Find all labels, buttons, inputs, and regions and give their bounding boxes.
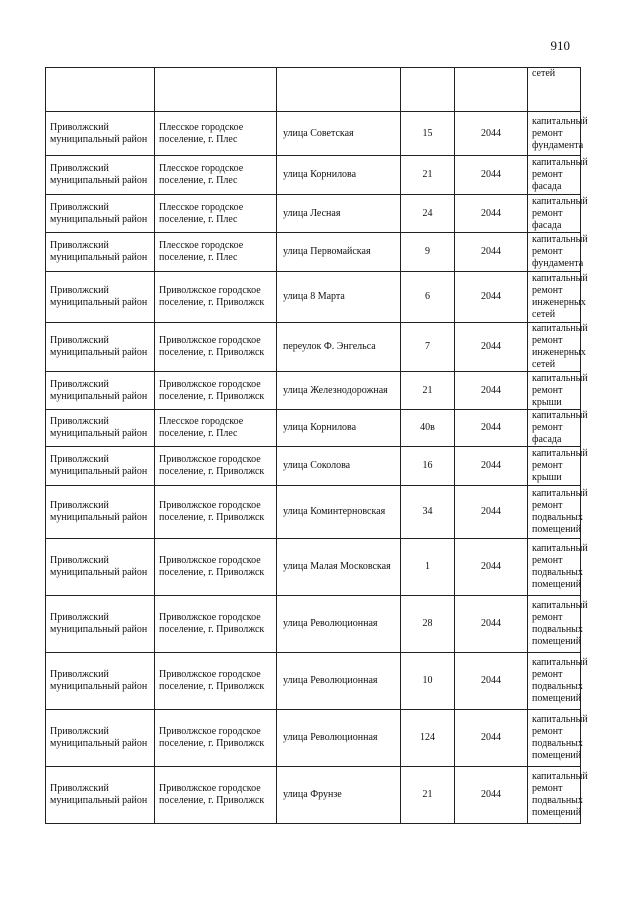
table-row-continued	[46, 68, 581, 112]
page-number: 910	[550, 38, 570, 53]
table-row	[46, 323, 581, 372]
cell-district-text: Приволжский муниципальный район	[50, 612, 148, 635]
table-row	[46, 447, 581, 486]
cell-year	[455, 272, 528, 323]
cell-house-text: 1	[425, 561, 430, 572]
cell-district	[46, 486, 155, 539]
cell-year	[455, 195, 528, 233]
table-row	[46, 410, 581, 447]
cell-settlement	[155, 195, 277, 233]
cell-street-text: улица Советская	[283, 127, 354, 139]
cell-work-text: капитальный ремонт фундамента	[532, 234, 588, 269]
cell-district	[46, 447, 155, 486]
cell-settlement-text: Плесское городское поселение, г. Плес	[159, 240, 244, 263]
cell-work	[528, 539, 588, 596]
cell-house-text: 15	[422, 127, 433, 139]
cell-year	[455, 596, 528, 653]
cell-house	[401, 195, 455, 233]
cell-settlement	[155, 68, 277, 112]
cell-street	[277, 233, 401, 272]
cell-work-text: капитальный ремонт подвальных помещений	[532, 771, 588, 818]
cell-street	[277, 272, 401, 323]
cell-year-text: 2044	[481, 207, 501, 219]
cell-work	[528, 156, 588, 195]
cell-district-text: Приволжский муниципальный район	[50, 555, 148, 578]
cell-work	[528, 233, 588, 272]
cell-year-text: 2044	[481, 789, 501, 800]
cell-work	[528, 767, 588, 824]
table-row	[46, 539, 581, 596]
cell-district	[46, 653, 155, 710]
cell-work-text: капитальный ремонт инженерных сетей	[532, 323, 588, 370]
cell-house-text: 124	[420, 732, 435, 743]
cell-district	[46, 272, 155, 323]
cell-settlement-text: Приволжское городское поселение, г. Приволжск	[159, 555, 265, 578]
table-body	[46, 68, 588, 824]
cell-district	[46, 767, 155, 824]
cell-street-text: улица Первомайская	[283, 246, 371, 257]
cell-district	[46, 156, 155, 195]
cell-settlement	[155, 233, 277, 272]
cell-settlement-text: Приволжское городское поселение, г. Приволжск	[159, 335, 265, 358]
cell-year-text: 2044	[481, 384, 501, 396]
cell-house-text: 9	[425, 246, 430, 257]
cell-year-text: 2044	[481, 732, 501, 743]
cell-district	[46, 710, 155, 767]
cell-district-text: Приволжский муниципальный район	[50, 240, 148, 263]
cell-house	[401, 156, 455, 195]
cell-settlement	[155, 596, 277, 653]
cell-district	[46, 195, 155, 233]
cell-street	[277, 372, 401, 410]
cell-work-text: капитальный ремонт подвальных помещений	[532, 488, 588, 535]
cell-house-text: 34	[422, 506, 433, 517]
cell-house-text: 7	[425, 341, 430, 352]
cell-street-text: улица Революционная	[283, 675, 378, 686]
cell-district-text: Приволжский муниципальный район	[50, 416, 148, 439]
table-row	[46, 596, 581, 653]
cell-house-text: 21	[422, 789, 433, 800]
repair-schedule-table	[45, 67, 588, 824]
table-row	[46, 372, 581, 410]
cell-street	[277, 410, 401, 447]
cell-settlement-text: Приволжское городское поселение, г. Приволжск	[159, 454, 265, 477]
cell-year-text: 2044	[481, 246, 501, 257]
cell-work	[528, 372, 588, 410]
cell-street-text: улица Корнилова	[283, 169, 357, 180]
cell-work	[528, 486, 588, 539]
cell-year-text: 2044	[481, 291, 501, 302]
cell-year	[455, 372, 528, 410]
cell-work-text: сетей	[532, 68, 556, 79]
cell-year-text: 2044	[481, 561, 501, 572]
cell-year-text: 2044	[481, 675, 501, 686]
cell-work-text: капитальный ремонт фасада	[532, 157, 588, 192]
cell-work-text: капитальный ремонт подвальных помещений	[532, 543, 588, 590]
cell-settlement-text: Приволжское городское поселение, г. Приволжск	[159, 783, 265, 806]
cell-year	[455, 68, 528, 112]
table-row	[46, 486, 581, 539]
cell-street	[277, 710, 401, 767]
cell-house	[401, 323, 455, 372]
cell-house-text: 28	[422, 618, 433, 629]
cell-work-text: капитальный ремонт подвальных помещений	[532, 657, 588, 704]
table-row	[46, 653, 581, 710]
cell-house-text: 6	[425, 291, 430, 302]
cell-street-text: улица Корнилова	[283, 422, 357, 433]
cell-year-text: 2044	[481, 422, 501, 433]
cell-year	[455, 447, 528, 486]
cell-house-text: 21	[422, 169, 433, 180]
cell-year	[455, 539, 528, 596]
cell-year	[455, 410, 528, 447]
cell-settlement	[155, 372, 277, 410]
cell-settlement	[155, 447, 277, 486]
cell-year-text: 2044	[481, 618, 501, 629]
cell-year	[455, 710, 528, 767]
table-row	[46, 195, 581, 233]
cell-work	[528, 195, 588, 233]
cell-street	[277, 112, 401, 156]
cell-house	[401, 410, 455, 447]
cell-house	[401, 112, 455, 156]
cell-street-text: улица Фрунзе	[283, 789, 342, 800]
cell-settlement	[155, 323, 277, 372]
table-row	[46, 156, 581, 195]
cell-street	[277, 447, 401, 486]
cell-street-text: улица Революционная	[283, 618, 378, 629]
cell-street	[277, 156, 401, 195]
cell-district	[46, 323, 155, 372]
table-row	[46, 710, 581, 767]
cell-year	[455, 233, 528, 272]
cell-house	[401, 272, 455, 323]
cell-settlement	[155, 112, 277, 156]
cell-district	[46, 596, 155, 653]
table-row	[46, 767, 581, 824]
cell-year-text: 2044	[481, 127, 501, 139]
cell-settlement-text: Приволжское городское поселение, г. Приволжск	[159, 500, 265, 523]
cell-district-text: Приволжский муниципальный район	[50, 121, 148, 145]
cell-work-text: капитальный ремонт крыши	[532, 448, 588, 483]
cell-year	[455, 486, 528, 539]
cell-street	[277, 323, 401, 372]
cell-street-text: переулок Ф. Энгельса	[283, 341, 376, 352]
cell-year-text: 2044	[481, 506, 501, 517]
cell-work-text: капитальный ремонт подвальных помещений	[532, 600, 588, 647]
cell-settlement-text: Плесское городское поселение, г. Плес	[159, 121, 244, 145]
cell-district	[46, 410, 155, 447]
cell-district-text: Приволжский муниципальный район	[50, 454, 148, 477]
cell-street-text: улица Малая Московская	[283, 561, 391, 572]
cell-district-text: Приволжский муниципальный район	[50, 285, 148, 308]
cell-house	[401, 653, 455, 710]
cell-street-text: улица Железнодорожная	[283, 384, 388, 396]
cell-house	[401, 710, 455, 767]
cell-street	[277, 539, 401, 596]
cell-street-text: улица Коминтерновская	[283, 506, 386, 517]
cell-work	[528, 596, 588, 653]
cell-house	[401, 767, 455, 824]
cell-district-text: Приволжский муниципальный район	[50, 726, 148, 749]
cell-settlement-text: Приволжское городское поселение, г. Приволжск	[159, 669, 265, 692]
cell-house	[401, 68, 455, 112]
cell-street	[277, 596, 401, 653]
cell-work	[528, 68, 581, 112]
cell-settlement	[155, 486, 277, 539]
table-row	[46, 112, 581, 156]
cell-house-text: 16	[422, 460, 433, 471]
cell-settlement	[155, 156, 277, 195]
cell-year-text: 2044	[481, 169, 501, 180]
cell-settlement	[155, 710, 277, 767]
cell-work-text: капитальный ремонт инженерных сетей	[532, 273, 588, 320]
cell-year	[455, 323, 528, 372]
cell-district-text: Приволжский муниципальный район	[50, 163, 148, 186]
cell-work	[528, 710, 588, 767]
cell-settlement-text: Плесское городское поселение, г. Плес	[159, 163, 244, 186]
cell-street-text: улица 8 Марта	[283, 291, 345, 302]
cell-district	[46, 68, 155, 112]
cell-work	[528, 410, 588, 447]
cell-street-text: улица Революционная	[283, 732, 378, 743]
cell-year	[455, 767, 528, 824]
cell-settlement	[155, 539, 277, 596]
cell-settlement-text: Плесское городское поселение, г. Плес	[159, 416, 244, 439]
cell-settlement-text: Приволжское городское поселение, г. Приволжск	[159, 285, 265, 308]
cell-settlement-text: Плесское городское поселение, г. Плес	[159, 201, 244, 225]
cell-house-text: 21	[422, 384, 433, 396]
cell-settlement	[155, 410, 277, 447]
cell-street	[277, 68, 401, 112]
cell-year	[455, 653, 528, 710]
cell-street	[277, 767, 401, 824]
cell-settlement-text: Приволжское городское поселение, г. Приволжск	[159, 378, 265, 402]
cell-work	[528, 112, 588, 156]
cell-district-text: Приволжский муниципальный район	[50, 500, 148, 523]
table-row	[46, 233, 581, 272]
table-row	[46, 272, 581, 323]
cell-house-text: 40в	[420, 422, 435, 433]
cell-district-text: Приволжский муниципальный район	[50, 201, 148, 225]
cell-district	[46, 233, 155, 272]
cell-district-text: Приволжский муниципальный район	[50, 378, 148, 402]
cell-district-text: Приволжский муниципальный район	[50, 783, 148, 806]
cell-district-text: Приволжский муниципальный район	[50, 669, 148, 692]
cell-settlement	[155, 653, 277, 710]
cell-street	[277, 195, 401, 233]
cell-work-text: капитальный ремонт крыши	[532, 372, 588, 408]
cell-street-text: улица Соколова	[283, 460, 351, 471]
cell-settlement	[155, 767, 277, 824]
cell-work	[528, 323, 588, 372]
cell-house	[401, 539, 455, 596]
cell-year	[455, 112, 528, 156]
cell-district	[46, 372, 155, 410]
cell-street	[277, 653, 401, 710]
cell-district-text: Приволжский муниципальный район	[50, 335, 148, 358]
cell-house-text: 10	[422, 675, 433, 686]
cell-work	[528, 653, 588, 710]
cell-work-text: капитальный ремонт фасада	[532, 195, 588, 231]
cell-house	[401, 447, 455, 486]
cell-year	[455, 156, 528, 195]
cell-house	[401, 486, 455, 539]
cell-settlement-text: Приволжское городское поселение, г. Приволжск	[159, 726, 265, 749]
cell-house	[401, 372, 455, 410]
cell-district	[46, 112, 155, 156]
cell-work-text: капитальный ремонт фасада	[532, 410, 588, 445]
cell-settlement	[155, 272, 277, 323]
cell-work	[528, 447, 588, 486]
cell-work-text: капитальный ремонт подвальных помещений	[532, 714, 588, 761]
cell-house-text: 24	[422, 207, 433, 219]
cell-street	[277, 486, 401, 539]
cell-year-text: 2044	[481, 460, 501, 471]
cell-settlement-text: Приволжское городское поселение, г. Приволжск	[159, 612, 265, 635]
cell-house	[401, 596, 455, 653]
cell-street-text: улица Лесная	[283, 207, 341, 219]
cell-work-text: капитальный ремонт фундамента	[532, 115, 588, 151]
cell-house	[401, 233, 455, 272]
cell-work	[528, 272, 588, 323]
cell-year-text: 2044	[481, 341, 501, 352]
cell-district	[46, 539, 155, 596]
